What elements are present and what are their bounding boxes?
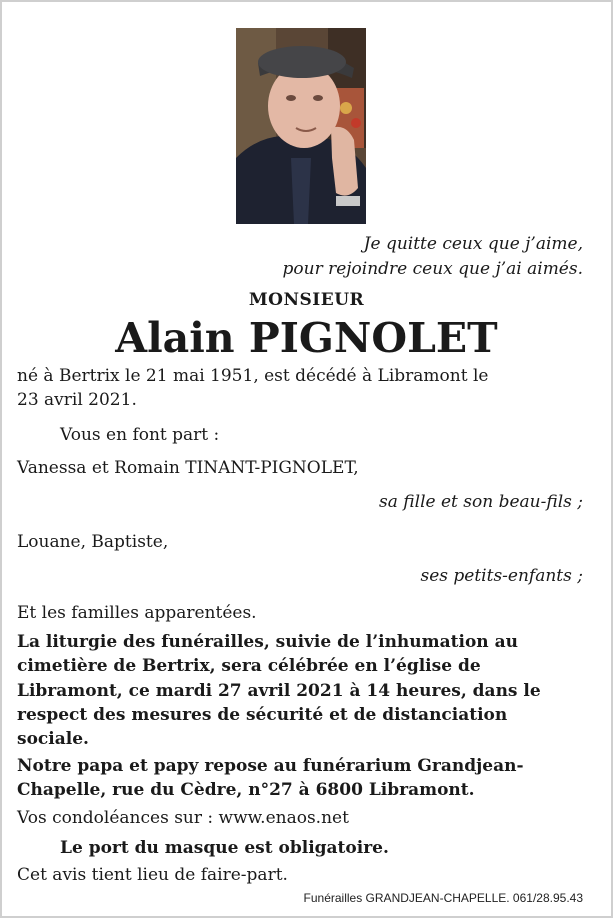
family-relation-2: ses petits-enfants ;	[420, 566, 583, 586]
deceased-name: Alain PIGNOLET	[115, 314, 498, 362]
family-names-2: Louane, Baptiste,	[17, 532, 169, 552]
liturgy-paragraph: La liturgie des funérailles, suivie de l’inhumation au cimetière de Bertrix, sera célébrée en l’église de Libramont, ce mardi 27 avril 2021 à 14 heures, dans le respect des mesures de sécurité et de distanciation sociale.	[17, 632, 541, 750]
faire-part-notice: Cet avis tient lieu de faire-part.	[17, 865, 288, 885]
epitaph-quote	[283, 232, 584, 282]
mask-notice: Le port du masque est obligatoire.	[60, 838, 389, 858]
condolences-line: Vos condoléances sur : www.enaos.net	[17, 808, 349, 828]
repose-paragraph: Notre papa et papy repose au funérarium Grandjean-Chapelle, rue du Cèdre, n°27 à 6800 Libramont.	[17, 756, 524, 801]
family-relation-1: sa fille et son beau-fils ;	[379, 492, 583, 512]
family-names-1: Vanessa et Romain TINANT-PIGNOLET,	[17, 458, 359, 478]
birth-line-1: né à Bertrix le 21 mai 1951, est décédé à Libramont le	[17, 366, 489, 386]
funeral-home-footer: Funérailles GRANDJEAN-CHAPELLE. 061/28.95.43	[303, 891, 583, 905]
relatives-line: Et les familles apparentées.	[17, 603, 257, 623]
announcement: Vous en font part :	[60, 425, 220, 445]
honorific-title: MONSIEUR	[248, 290, 365, 310]
quote-line-1: Je quitte ceux que j’aime,	[363, 234, 583, 254]
birth-line-2: 23 avril 2021.	[17, 390, 137, 410]
portrait-photo	[236, 28, 366, 224]
quote-line-2: pour rejoindre ceux que j’ai aimés.	[282, 259, 583, 279]
